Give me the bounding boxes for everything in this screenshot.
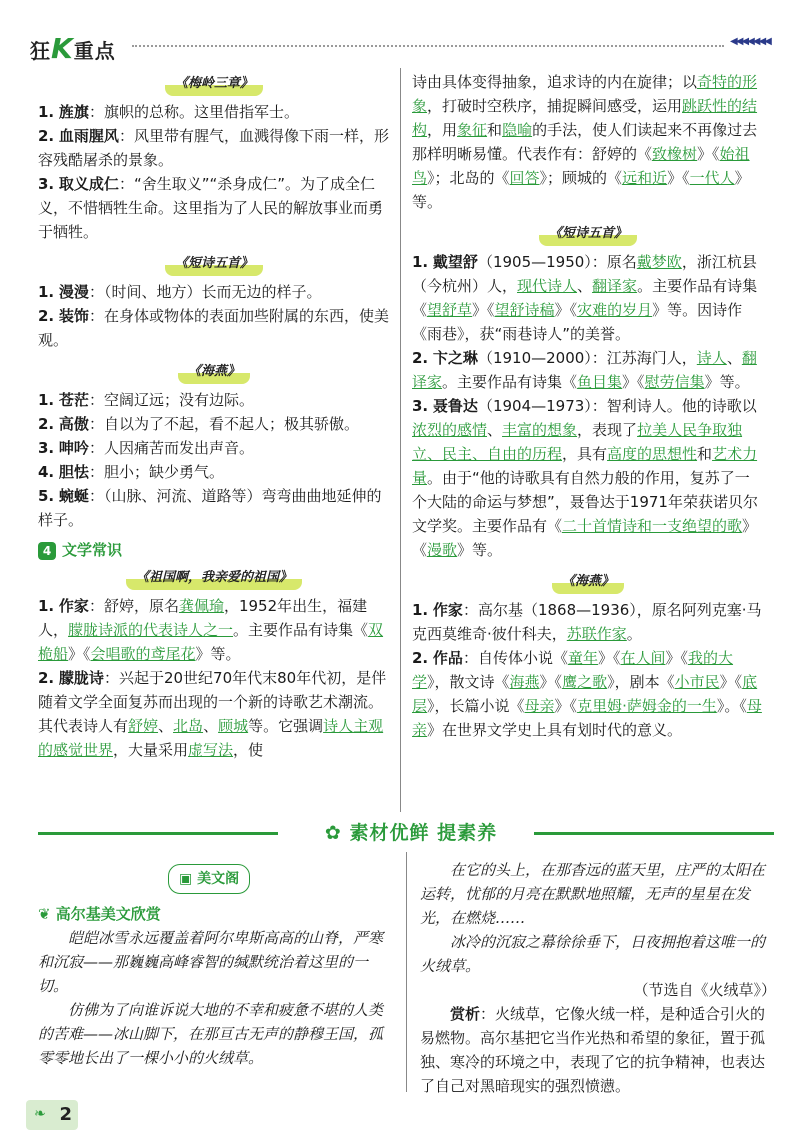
knowledge-item-menglong: 2. 朦胧诗：兴起于20世纪70年代末80年代初，是伴随着文学全面复苏而出现的一个新的诗歌艺术潮流。其代表诗人有舒婷、北岛、顾城等。它强调诗人主观的感觉世界，大量采用虚写法，使: [38, 669, 387, 759]
section-title-duanshi-2: 《短诗五首》: [412, 222, 764, 246]
page-number: 2: [26, 1100, 78, 1130]
material-banner: [38, 818, 774, 848]
banner-line-left: [38, 832, 278, 835]
gloss-item: 5. 蜿蜒：（山脉、河流、道路等）弯弯曲曲地延伸的样子。: [38, 487, 382, 529]
knowledge-item-works: 2. 作品：自传体小说《童年》《在人间》《我的大学》，散文诗《海燕》《鹰之歌》，剧本《小市民》《底层》，长篇小说《母亲》《克里姆·萨姆金的一生》。《母亲》在世界文学史上具有划时代的意义。: [412, 649, 762, 739]
brand-prefix: 狂: [30, 39, 51, 63]
header-arrows-icon: ◀◀◀◀◀◀◀: [730, 36, 770, 47]
essay-paragraph: 仿佛为了向谁诉说大地的不幸和疲惫不堪的人类的苦难——冰山脚下，在那亘古无声的静穆王国，孤零零地长出了一棵小小的火绒草。: [38, 1001, 384, 1067]
left-column: [38, 70, 390, 762]
bottom-right-column: [420, 858, 776, 1098]
right-column: [412, 70, 764, 742]
page-leaf-icon: ❧: [34, 1106, 46, 1122]
gloss-item: 2. 高傲：自以为了不起，看不起人；极其骄傲。: [38, 415, 359, 433]
essay-source: （节选自《火绒草》）: [633, 981, 776, 999]
section-title-haiyan-2: 《海燕》: [412, 570, 764, 594]
gloss-item: 1. 漫漫：（时间、地方）长而无边的样子。: [38, 283, 322, 301]
header-dotted-line: [132, 45, 724, 47]
gloss-item: 1. 苍茫：空阔辽远；没有边际。: [38, 391, 254, 409]
page-header: [0, 0, 800, 66]
section-heading-literature: 4 文学常识: [38, 538, 390, 562]
leaf-icon: ❦: [38, 905, 56, 923]
knowledge-item-daiwangshu: 1. 戴望舒（1905—1950）：原名戴梦欧，浙江杭县（今杭州）人，现代诗人、翻译家。主要作品有诗集《望舒草》《望舒诗稿》《灾难的岁月》等。因诗作《雨巷》，获“雨巷诗人”的美誉。: [412, 253, 758, 343]
column-divider: [400, 68, 401, 812]
section-title-meiling: 《梅岭三章》: [38, 72, 390, 96]
gloss-item: 2. 装饰：在身体或物体的表面加些附属的东西，使美观。: [38, 307, 389, 349]
bottom-column-divider: [406, 852, 407, 1092]
brand-suffix: 重点: [73, 39, 116, 63]
gloss-item: 3. 呻吟：人因痛苦而发出声音。: [38, 439, 254, 457]
brand-logo: [30, 32, 116, 65]
gloss-item: 3. 取义成仁：“舍生取义”“杀身成仁”。为了成全仁义，不惜牺牲生命。这里指为了人民的解放事业而勇于牺牲。: [38, 175, 384, 241]
knowledge-item-bianzhilin: 2. 卞之琳（1910—2000）：江苏海门人，诗人、翻译家。主要作品有诗集《鱼目集》《慰劳信集》等。: [412, 349, 757, 391]
section-title-duanshi: 《短诗五首》: [38, 252, 390, 276]
gloss-item: 1. 旌旗：旗帜的总称。这里借指军士。: [38, 103, 299, 121]
knowledge-item-neruda: 3. 聂鲁达（1904—1973）：智利诗人。他的诗歌以浓烈的感情、丰富的想象，表现了拉美人民争取独立、民主、自由的历程，具有高度的思想性和艺术力量。由于“他的诗歌具有自然力般的作用，复苏了一个大陆的命运与梦想”，聂鲁达于1971年荣获诺贝尔文学奖。主要作品有《二十首情诗和一支绝望的歌》《漫歌》等。: [412, 397, 758, 559]
section-title-zuguo: 《祖国啊，我亲爱的祖国》: [38, 566, 390, 590]
brand-k: K: [51, 32, 74, 65]
meiwenge-tag: ▣ 美文阁: [168, 864, 250, 894]
appreciation: 赏析：火绒草，它像火绒一样，是种适合引火的易燃物。高尔基把它当作光热和希望的象征，置于孤独、寒冷的环境之中，表现了它的抗争精神，也表达了自己对黑暗现实的强烈愤懑。: [420, 1005, 766, 1095]
menglong-continued: 诗由具体变得抽象，追求诗的内在旋律；以奇特的形象，打破时空秩序，捕捉瞬间感受，运用跳跃性的结构，用象征和隐喻的手法，使人们读起来不再像过去那样明晰易懂。代表作有：舒婷的《致橡树》《始祖鸟》；北岛的《回答》；顾城的《远和近》《一代人》等。: [412, 73, 758, 211]
gloss-item: 4. 胆怯：胆小；缺少勇气。: [38, 463, 224, 481]
knowledge-item-author: 1. 作家：舒婷，原名龚佩瑜，1952年出生，福建人，朦胧诗派的代表诗人之一。主要作品有诗集《双桅船》《会唱歌的鸢尾花》等。: [38, 597, 384, 663]
essay-subhead: ❦ 高尔基美文欣赏: [38, 905, 161, 923]
section-title-haiyan: 《海燕》: [38, 360, 390, 384]
bottom-left-column: [38, 858, 394, 1070]
banner-title: ✿ 素材优鲜 提素养: [324, 822, 498, 844]
essay-paragraph: 在它的头上，在那杳远的蓝天里，庄严的太阳在运转，忧郁的月亮在默默地照耀，无声的星星在发光，在燃烧……: [420, 861, 766, 927]
book-icon: ▣: [179, 871, 198, 887]
gloss-item: 2. 血雨腥风：风里带有腥气，血溅得像下雨一样，形容残酷屠杀的景象。: [38, 127, 389, 169]
essay-paragraph: 冰冷的沉寂之幕徐徐垂下，日夜拥抱着这唯一的火绒草。: [420, 933, 766, 975]
section-number-badge: 4: [38, 542, 56, 560]
banner-line-right: [534, 832, 774, 835]
knowledge-item-gorky: 1. 作家：高尔基（1868—1936），原名阿列克塞·马克西莫维奇·彼什科夫，苏联作家。: [412, 601, 762, 643]
leaf-swirl-icon: ✿: [324, 822, 350, 844]
essay-paragraph: 皑皑冰雪永远覆盖着阿尔卑斯高高的山脊，严寒和沉寂——那巍巍高峰睿智的缄默统治着这里的一切。: [38, 929, 384, 995]
